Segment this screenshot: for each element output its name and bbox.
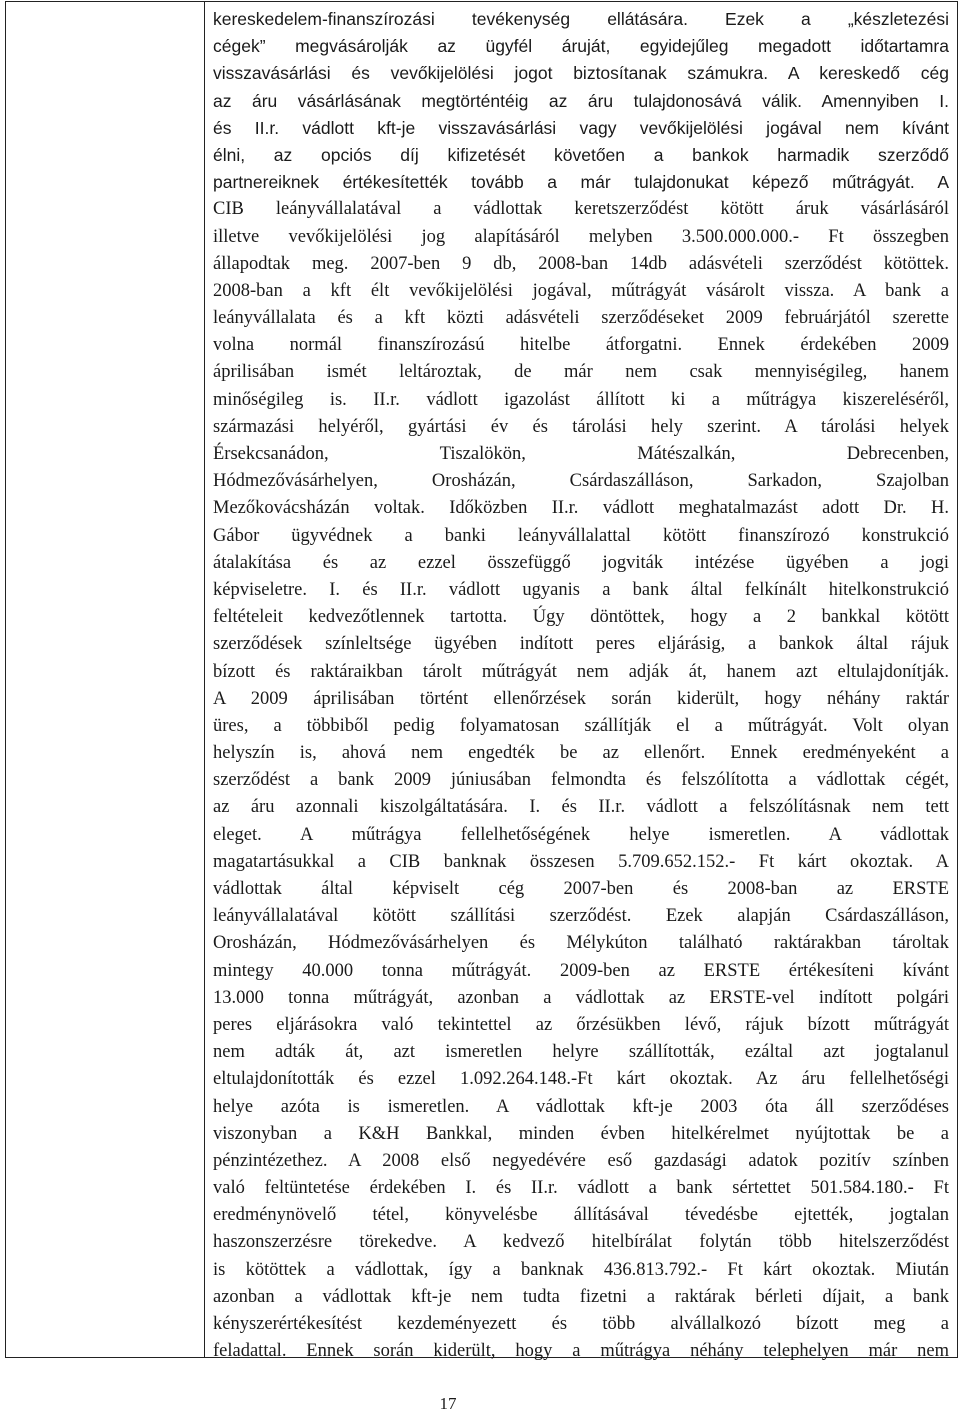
page-number: 17 <box>439 1394 457 1413</box>
text-line: szerződések színleltsége ügyében indított peres eljárásig, a bankok által rájuk <box>213 634 949 655</box>
text-line: leányvállalata és a kft közti adásvételi szerződéseket 2009 februárjától szerette <box>213 308 949 329</box>
text-line: állapodtak meg. 2007-ben 9 db, 2008-ban 14db adásvételi szerződést kötöttek. <box>213 253 949 274</box>
text-line: bízott és raktáraikban tárolt műtrágyát nem adják át, hanem azt eltulajdonítják. <box>213 661 949 682</box>
text-line: átalakítása és az ezzel összefüggő jogviták intézése ügyében a jogi <box>213 552 949 573</box>
text-line: vádlottak által képviselt cég 2007-ben és 2008-ban az ERSTE <box>213 879 949 899</box>
text-line: cégek” megvásárolják az ügyfél áruját, egyidejűleg megadott időtartamra <box>213 36 949 57</box>
text-line: helye azóta is ismeretlen. A vádlottak kft-je 2003 óta áll szerződéses <box>213 1096 949 1117</box>
text-line: Gábor ügyvédnek a banki leányvállalattal kötött finanszírozó konstrukció <box>213 525 949 546</box>
text-line: is kötöttek a vádlottak, így a banknak 436.813.792.- Ft kárt okoztak. Miután <box>213 1259 949 1280</box>
text-line: feltételeit kedvezőtlennek tartotta. Úgy döntöttek, hogy a 2 bankkal kötött <box>213 607 949 628</box>
text-line: nem adták át, azt ismeretlen helyre szállították, ezáltal azt jogtalanul <box>213 1042 949 1063</box>
text-line: viszonyban a K&H Bankkal, minden évben hitelkérelmet nyújtottak be a <box>213 1123 949 1144</box>
text-line: eredménynövelő tétel, könyvelésbe állításával tévedésbe ejtették, jogtalan <box>213 1205 949 1226</box>
text-line: szerződést a bank 2009 júniusában felmondta és felszólította a vádlottak cégét, <box>213 770 949 791</box>
text-line: magatartásukkal a CIB banknak összesen 5.709.652.152.- Ft kárt okoztak. A <box>213 851 949 872</box>
text-line: való feltüntetése érdekében I. és II.r. vádlott a bank sértettet 501.584.180.- Ft <box>213 1178 949 1199</box>
text-line: A 2009 áprilisában történt ellenőrzések során kiderült, hogy néhány raktár <box>213 688 949 709</box>
text-line: azonban a vádlottak kft-je nem tudta fizetni a raktárak bérleti díjait, a bank <box>213 1286 949 1307</box>
text-line: az áru vásárlásának megtörténtéig az áru tulajdonosává válik. Amennyiben I. <box>213 90 949 111</box>
text-line: élni, az opciós díj kifizetését követően a bankok harmadik szerződő <box>213 144 949 165</box>
empty-margin-column <box>6 2 205 1357</box>
text-line: Érsekcsanádon, Tiszalökön, Mátészalkán, Debrecenben, <box>213 444 949 464</box>
text-line: eltulajdonították és ezzel 1.092.264.148.-Ft kárt okoztak. Az áru fellelhetőségi <box>213 1069 949 1090</box>
text-line: leányvállalatával kötött szállítási szerződést. Ezek alapján Csárdaszálláson, <box>213 906 949 927</box>
text-line: pénzintézethez. A 2008 első negyedévére eső gazdasági adatok pozitív színben <box>213 1150 949 1171</box>
text-line: 13.000 tonna műtrágyát, azonban a vádlottak az ERSTE-vel indított polgári <box>213 987 949 1008</box>
text-line: 2008-ban a kft élt vevőkijelölési jogával, műtrágyát vásárolt vissza. A bank a <box>213 280 949 301</box>
text-line: mintegy 40.000 tonna műtrágyát. 2009-ben az ERSTE értékesíteni kívánt <box>213 960 949 981</box>
text-line: visszavásárlási és vevőkijelölési jogot biztosítanak számukra. A kereskedő cég <box>213 63 949 84</box>
text-line: peres eljárásokra való tekintettel az őrzésükben lévő, rájuk bízott műtrágyát <box>213 1014 949 1035</box>
text-line: feladattal. Ennek során kiderült, hogy a műtrágya néhány telephelyen már nem <box>213 1341 949 1362</box>
text-line: kényszerértékesítést kezdeményezett és több alvállalkozó bízott meg a <box>213 1314 949 1334</box>
text-line: képviseletre. I. és II.r. vádlott ugyanis a bank által felkínált hitelkonstrukció <box>213 579 949 600</box>
text-line: üres, a többiből pedig folyamatosan szállítják el a műtrágyát. Volt olyan <box>213 715 949 736</box>
text-line: kereskedelem-finanszírozási tevékenység ellátására. Ezek a „készletezési <box>213 9 949 29</box>
text-line: haszonszerzésre törekedve. A kedvező hitelbírálat folytán több hitelszerződést <box>213 1232 949 1253</box>
text-line: eleget. A műtrágya fellelhetőségének helye ismeretlen. A vádlottak <box>213 824 949 845</box>
text-line: Hódmezővásárhelyen, Orosházán, Csárdaszálláson, Sarkadon, Szajolban <box>213 471 949 492</box>
text-line: minőségileg is. II.r. vádlott igazolást állított ki a műtrágya kiszereléséről, <box>213 389 949 410</box>
text-line: illetve vevőkijelölési jog alapításáról melyben 3.500.000.000.- Ft összegben <box>213 226 949 247</box>
text-line: Mezőkovácsházán voltak. Időközben II.r. vádlott meghatalmazást adott Dr. H. <box>213 498 949 519</box>
text-line: partnereiknek értékesítették tovább a már tulajdonukat képező műtrágyát. A <box>213 172 949 193</box>
body-text <box>213 2 949 1365</box>
text-line: áprilisában ismét leltároztak, de már nem csak mennyiségileg, hanem <box>213 362 949 383</box>
text-line: volna normál finanszírozású hitelbe átforgatni. Ennek érdekében 2009 <box>213 335 949 356</box>
text-line: CIB leányvállalatával a vádlottak keretszerződést kötött áruk vásárlásáról <box>213 199 949 220</box>
text-line: helyszín is, ahová nem engedték be az ellenőrt. Ennek eredményeként a <box>213 743 949 764</box>
document-table <box>5 1 958 1362</box>
text-line: és II.r. vádlott kft-je visszavásárlási vagy vevőkijelölési jogával nem kívánt <box>213 117 949 138</box>
text-line: az áru azonnali kiszolgáltatására. I. és II.r. vádlott a felszólításnak nem tett <box>213 797 949 818</box>
text-line: Orosházán, Hódmezővásárhelyen és Mélykúton található raktárakban tároltak <box>213 933 949 954</box>
text-line: származási helyéről, gyártási év és tárolási hely szerint. A tárolási helyek <box>213 416 949 437</box>
